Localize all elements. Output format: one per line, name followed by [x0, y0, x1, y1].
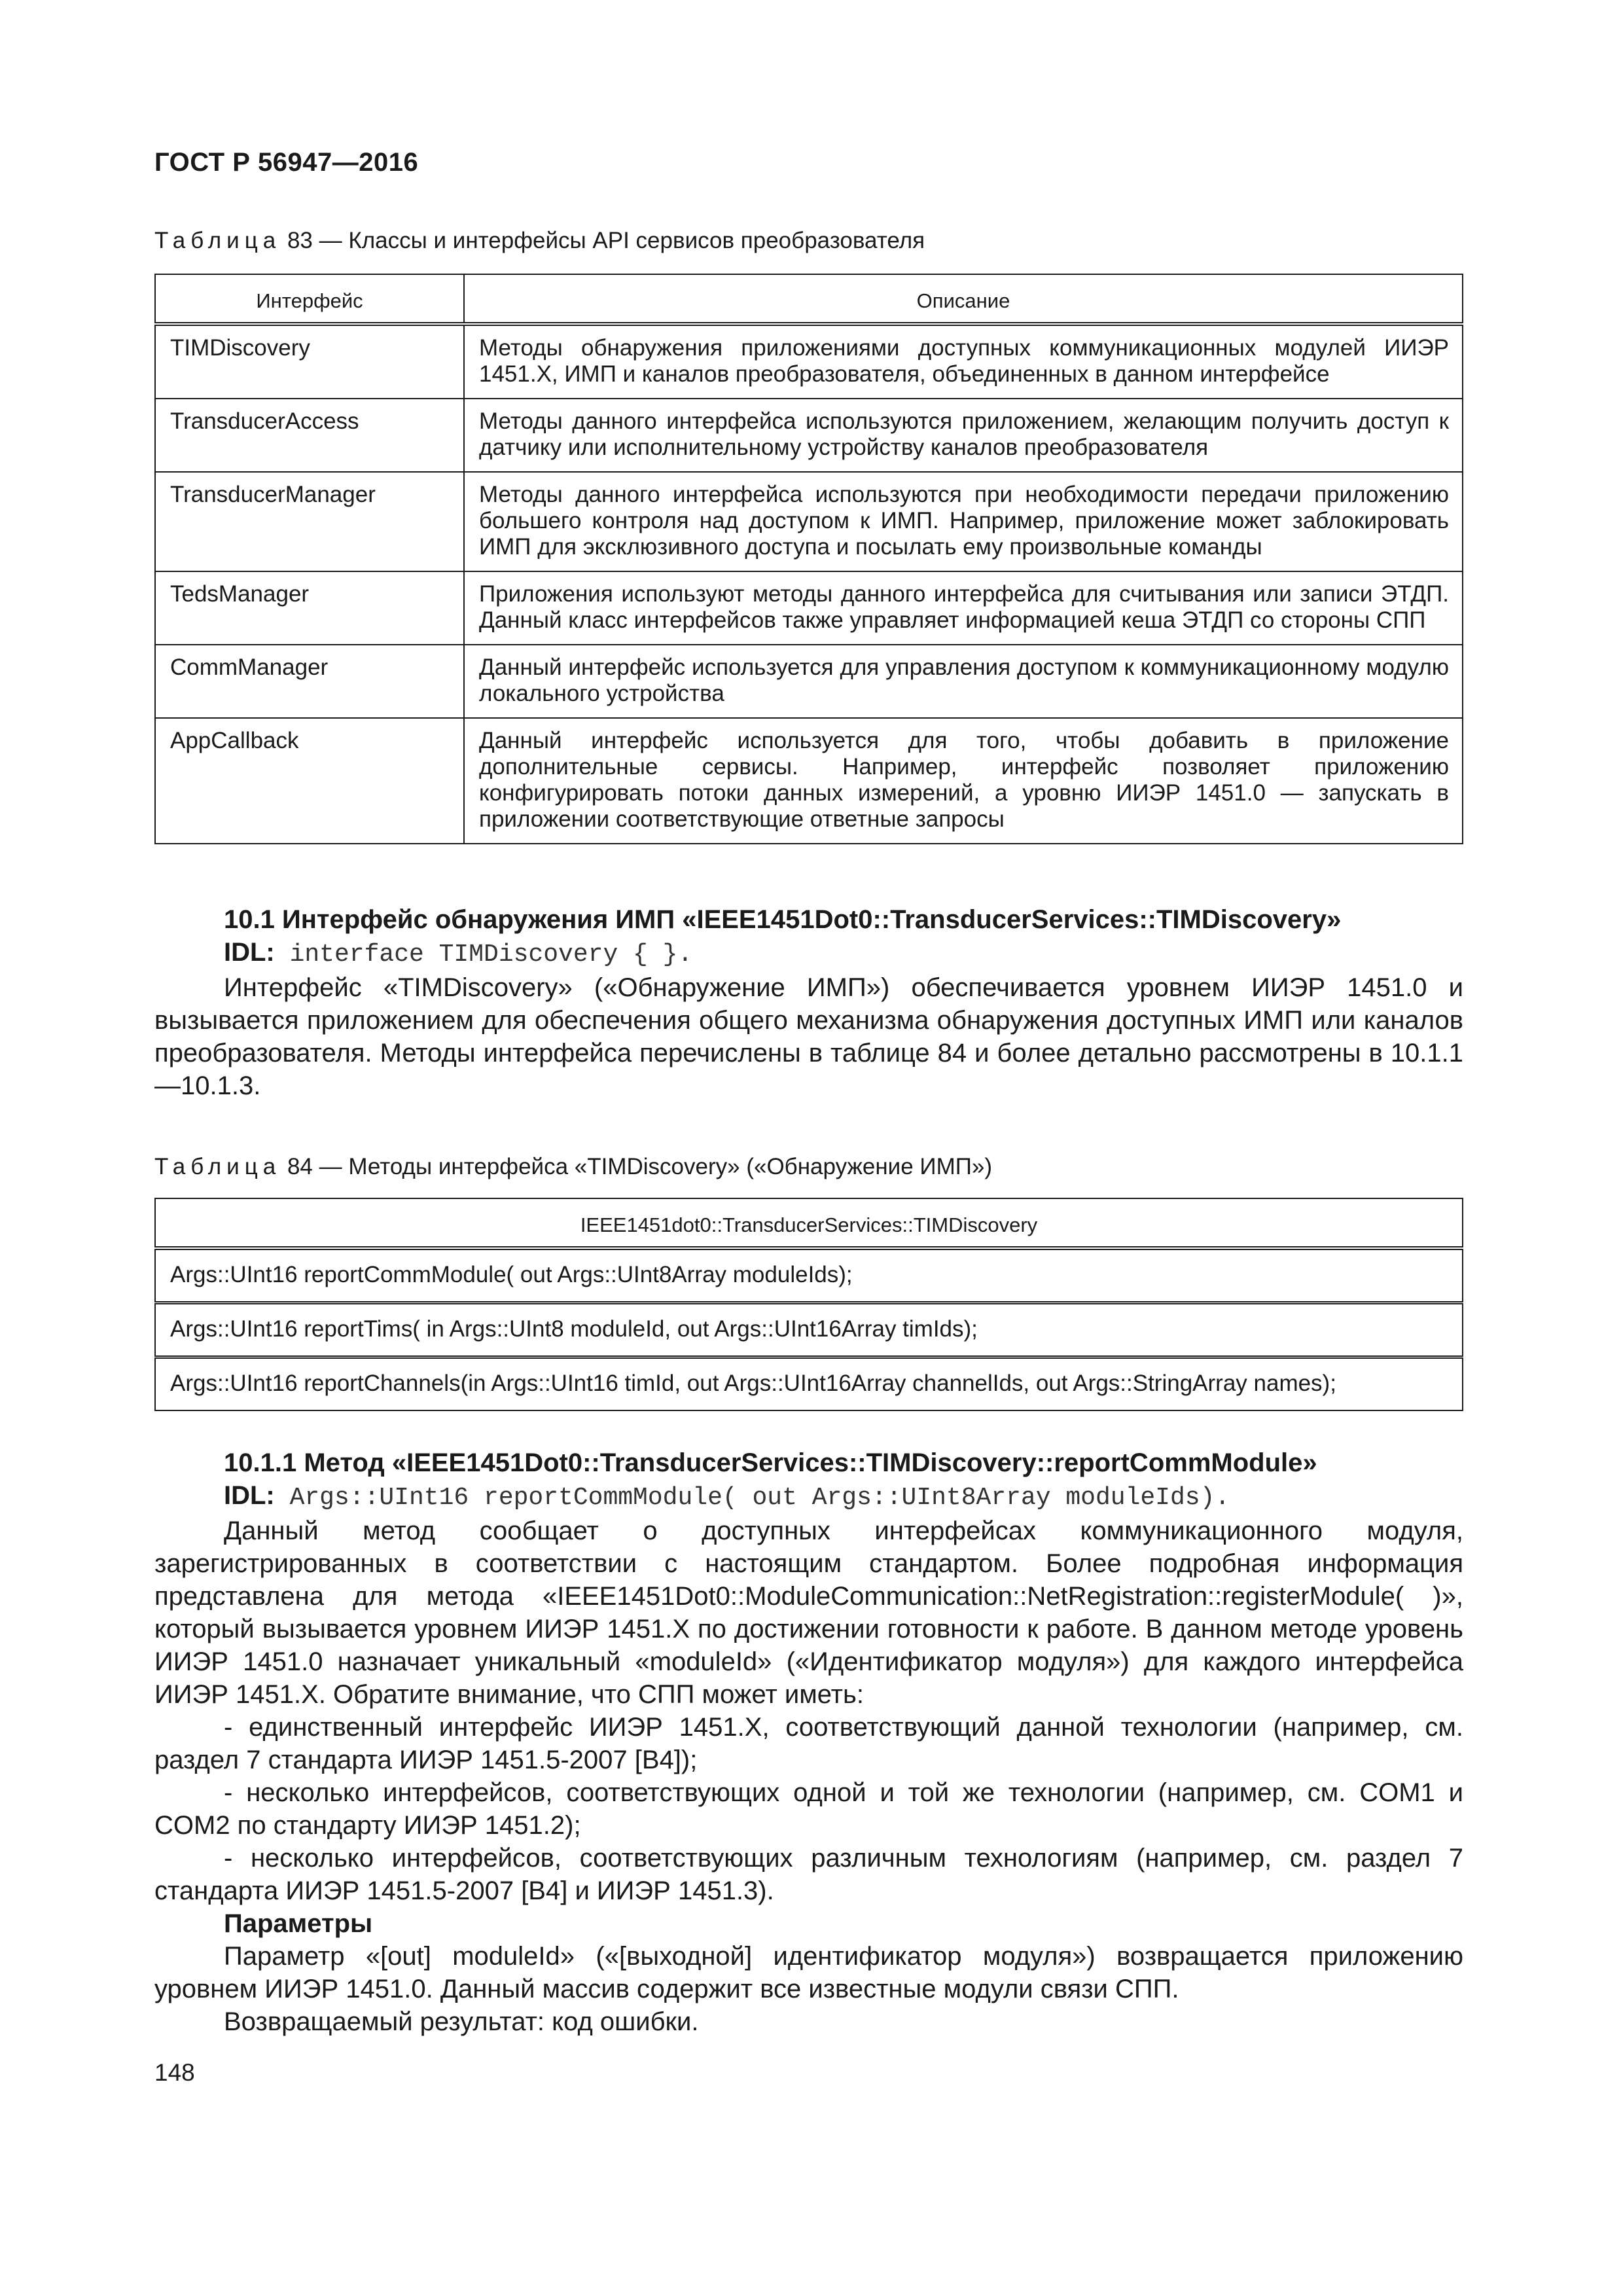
column-header-interface-path: IEEE1451dot0::TransducerServices::TIMDiscovery [155, 1198, 1463, 1248]
interface-name: TedsManager [155, 571, 464, 645]
return-text: Возвращаемый результат: код ошибки. [224, 2007, 699, 2036]
column-header-interface: Интерфейс [155, 274, 464, 324]
section-10-1 [154, 903, 1463, 1102]
body-paragraph: Интерфейс «TIMDiscovery» («Обнаружение ИМП») обеспечивается уровнем ИИЭР 1451.0 и вызывается приложением для обеспечения общего механизма обнаружения доступных ИМП или каналов преобразователя. Методы интерфейса перечислены в таблице 84 и более детально рассмотрены в 10.1.1—10.1.3. [154, 973, 1463, 1100]
document-header: ГОСТ Р 56947—2016 [154, 148, 419, 177]
method-signature: Args::UInt16 reportTims( in Args::UInt8 moduleId, out Args::UInt16Array timIds); [155, 1303, 1463, 1357]
table-row [155, 571, 1463, 645]
interface-description: Методы данного интерфейса используются приложением, желающим получить доступ к датчику или исполнительному устройству каналов преобразователя [464, 399, 1463, 472]
table-83-caption [154, 228, 925, 254]
interface-name: TIMDiscovery [155, 324, 464, 399]
interface-name: AppCallback [155, 718, 464, 844]
idl-label: IDL: [224, 1481, 275, 1510]
table-row [155, 399, 1463, 472]
list-item: - единственный интерфейс ИИЭР 1451.X, соответствующий данной технологии (например, см. раздел 7 стандарта ИИЭР 1451.5-2007 [B4]); [154, 1713, 1463, 1774]
parameters-heading: Параметры [224, 1909, 373, 1938]
interface-description: Данный интерфейс используется для управления доступом к коммуникационному модулю локального устройства [464, 645, 1463, 718]
idl-code: interface TIMDiscovery { }. [274, 941, 693, 969]
table-row [155, 472, 1463, 571]
table-row [155, 718, 1463, 844]
caption-text: 84 — Методы интерфейса «TIMDiscovery» («Обнаружение ИМП») [281, 1154, 993, 1179]
idl-line [154, 1479, 1463, 1515]
section-10-1-1 [154, 1446, 1463, 2038]
list-item: - несколько интерфейсов, соответствующих различным технологиям (например, см. раздел 7 стандарта ИИЭР 1451.5-2007 [B4] и ИИЭР 1451.3). [154, 1844, 1463, 1905]
caption-word: Таблица [154, 228, 281, 253]
interface-description: Приложения используют методы данного интерфейса для считывания или записи ЭТДП. Данный класс интерфейсов также управляет информацией кеша ЭТДП со стороны СПП [464, 571, 1463, 645]
table-header-row [155, 1198, 1463, 1248]
table-83 [154, 274, 1463, 844]
idl-line [154, 936, 1463, 971]
interface-description: Методы обнаружения приложениями доступных коммуникационных модулей ИИЭР 1451.X, ИМП и каналов преобразователя, объединенных в данном интерфейсе [464, 324, 1463, 399]
method-signature: Args::UInt16 reportCommModule( out Args::UInt8Array moduleIds); [155, 1248, 1463, 1303]
column-header-description: Описание [464, 274, 1463, 324]
interface-name: TransducerAccess [155, 399, 464, 472]
interface-name: TransducerManager [155, 472, 464, 571]
interface-description: Данный интерфейс используется для того, чтобы добавить в приложение дополнительные сервисы. Например, интерфейс позволяет приложению конфигурировать потоки данных измерений, а уровню ИИЭР 1451.0 — запускать в приложении соответствующие ответные запросы [464, 718, 1463, 844]
method-signature: Args::UInt16 reportChannels(in Args::UInt16 timId, out Args::UInt16Array channelIds, out Args::StringArray names); [155, 1357, 1463, 1411]
parameters-text: Параметр «[out] moduleId» («[выходной] идентификатор модуля») возвращается приложению уровнем ИИЭР 1451.0. Данный массив содержит все известные модули связи СПП. [154, 1942, 1463, 2003]
table-header-row [155, 274, 1463, 324]
page-number: 148 [154, 2059, 195, 2086]
table-row [155, 324, 1463, 399]
table-row [155, 1248, 1463, 1303]
interface-name: CommManager [155, 645, 464, 718]
list-item: - несколько интерфейсов, соответствующих одной и той же технологии (например, см. COM1 и COM2 по стандарту ИИЭР 1451.2); [154, 1778, 1463, 1840]
table-row [155, 645, 1463, 718]
body-paragraph: Данный метод сообщает о доступных интерфейсах коммуникационного модуля, зарегистрированных в соответствии с настоящим стандартом. Более подробная информация представлена для метода «IEEE1451Dot0::ModuleCommunication::NetRegistration::registerModule( )», который вызывается уровнем ИИЭР 1451.X по достижении готовности к работе. В данном методе уровень ИИЭР 1451.0 назначает уникальный «moduleId» («Идентификатор модуля») для каждого интерфейса ИИЭР 1451.X. Обратите внимание, что СПП может иметь: [154, 1516, 1463, 1709]
idl-label: IDL: [224, 938, 275, 967]
caption-text: 83 — Классы и интерфейсы API сервисов преобразователя [281, 228, 925, 253]
table-84 [154, 1198, 1463, 1411]
table-84-caption [154, 1154, 992, 1180]
caption-word: Таблица [154, 1154, 281, 1179]
idl-code: Args::UInt16 reportCommModule( out Args::UInt8Array moduleIds). [274, 1484, 1230, 1512]
table-row [155, 1357, 1463, 1411]
section-heading: 10.1.1 Метод «IEEE1451Dot0::TransducerServices::TIMDiscovery::reportCommModule» [224, 1448, 1317, 1477]
interface-description: Методы данного интерфейса используются при необходимости передачи приложению большего контроля над доступом к ИМП. Например, приложение может заблокировать ИМП для эксклюзивного доступа и посылать ему произвольные команды [464, 472, 1463, 571]
table-row [155, 1303, 1463, 1357]
section-heading: 10.1 Интерфейс обнаружения ИМП «IEEE1451Dot0::TransducerServices::TIMDiscovery» [224, 905, 1342, 934]
